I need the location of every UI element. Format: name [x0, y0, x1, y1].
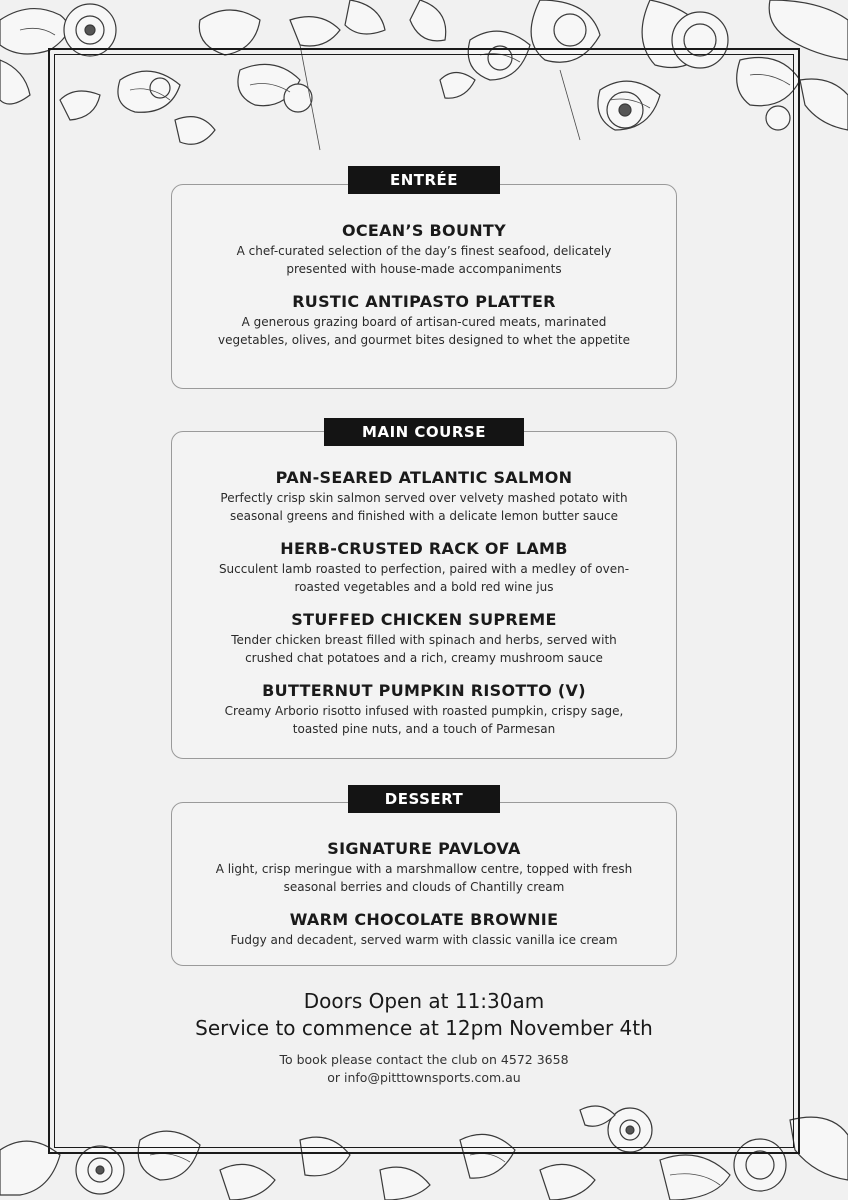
menu-item [172, 681, 676, 738]
item-description: A light, crisp meringue with a marshmallow centre, topped with fresh seasonal berries and clouds of Chantilly cream [215, 862, 633, 894]
menu-item [172, 839, 676, 896]
item-description: Succulent lamb roasted to perfection, paired with a medley of oven-roasted vegetables and a bold red wine jus [218, 562, 630, 594]
item-description: Tender chicken breast filled with spinach and herbs, served with crushed chat potatoes and a rich, creamy mushroom sauce [231, 633, 617, 665]
menu-item [172, 468, 676, 525]
item-description: A chef-curated selection of the day’s finest seafood, delicately presented with house-made accompaniments [236, 244, 612, 276]
item-name: RUSTIC ANTIPASTO PLATTER [292, 292, 556, 311]
entree-label: ENTRÉE [348, 166, 500, 194]
entree-section [171, 184, 677, 389]
menu-item [172, 292, 676, 349]
booking-contact [0, 1051, 848, 1087]
doors-open-text: Doors Open at 11:30am [303, 989, 545, 1013]
item-description: Fudgy and decadent, served warm with classic vanilla ice cream [230, 933, 618, 947]
menu-item [172, 221, 676, 278]
menu-item [172, 539, 676, 596]
item-description: A generous grazing board of artisan-cured meats, marinated vegetables, olives, and gourmet bites designed to whet the appetite [218, 315, 630, 347]
item-name: SIGNATURE PAVLOVA [327, 839, 521, 858]
service-time-text: Service to commence at 12pm November 4th [195, 1016, 653, 1040]
item-description: Perfectly crisp skin salmon served over velvety mashed potato with seasonal greens and finished with a delicate lemon butter sauce [220, 491, 628, 523]
contact-email-text: or info@pitttownsports.com.au [327, 1070, 521, 1085]
item-description: Creamy Arborio risotto infused with roasted pumpkin, crispy sage, toasted pine nuts, and a touch of Parmesan [224, 704, 624, 736]
item-name: WARM CHOCOLATE BROWNIE [289, 910, 559, 929]
menu-item [172, 610, 676, 667]
item-name: BUTTERNUT PUMPKIN RISOTTO (V) [262, 681, 586, 700]
item-name: STUFFED CHICKEN SUPREME [291, 610, 557, 629]
main-course-section [171, 431, 677, 759]
main-course-label: MAIN COURSE [324, 418, 524, 446]
item-name: PAN-SEARED ATLANTIC SALMON [275, 468, 573, 487]
dessert-section [171, 802, 677, 966]
item-name: OCEAN’S BOUNTY [341, 221, 507, 240]
contact-phone-text: To book please contact the club on 4572 3658 [279, 1052, 569, 1067]
item-name: HERB-CRUSTED RACK OF LAMB [280, 539, 568, 558]
dessert-label: DESSERT [348, 785, 500, 813]
menu-item [172, 910, 676, 949]
